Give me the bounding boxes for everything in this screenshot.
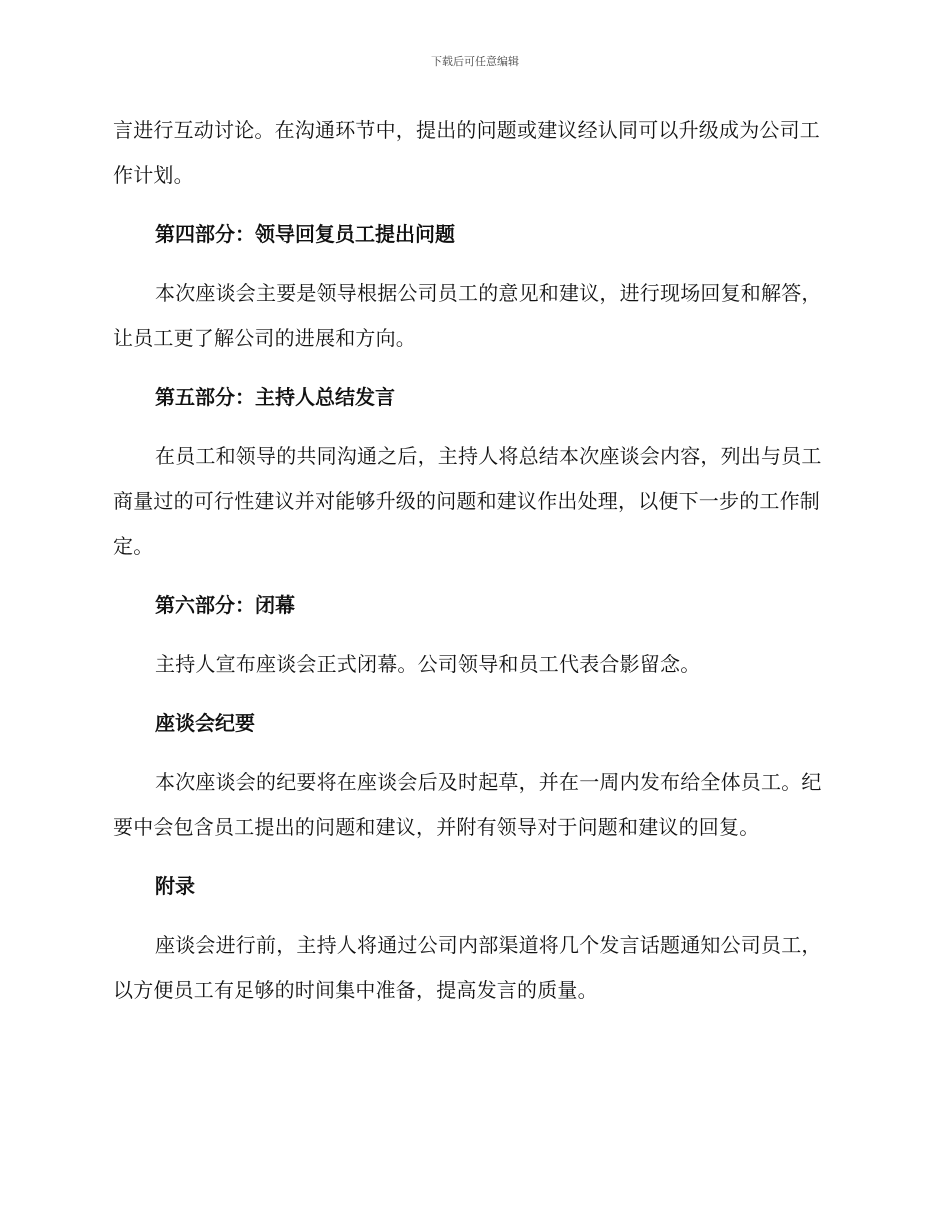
document-content	[113, 108, 831, 1013]
appendix-heading: 附录	[155, 874, 195, 898]
section-4-heading: 第四部分：领导回复员工提出问题	[155, 222, 455, 246]
section-6-paragraph: 主持人宣布座谈会正式闭幕。公司领导和员工代表合影留念。	[155, 652, 701, 676]
section-6-heading: 第六部分：闭幕	[155, 593, 295, 617]
appendix-paragraph: 座谈会进行前，主持人将通过公司内部渠道将几个发言话题通知公司员工，以方便员工有足够的时间集中准备，提高发言的质量。	[113, 933, 822, 1002]
intro-paragraph: 言进行互动讨论。在沟通环节中，提出的问题或建议经认同可以升级成为公司工作计划。	[113, 118, 820, 187]
section-5-paragraph: 在员工和领导的共同沟通之后，主持人将总结本次座谈会内容，列出与员工商量过的可行性建议并对能够升级的问题和建议作出处理，以便下一步的工作制定。	[113, 444, 822, 558]
section-5-heading: 第五部分：主持人总结发言	[155, 385, 395, 409]
page-header-note: 下载后可任意编辑	[431, 55, 519, 68]
minutes-heading: 座谈会纪要	[155, 711, 255, 735]
section-4-paragraph: 本次座谈会主要是领导根据公司员工的意见和建议，进行现场回复和解答，让员工更了解公司的进展和方向。	[113, 281, 822, 350]
minutes-paragraph: 本次座谈会的纪要将在座谈会后及时起草，并在一周内发布给全体员工。纪要中会包含员工提出的问题和建议，并附有领导对于问题和建议的回复。	[113, 770, 822, 839]
